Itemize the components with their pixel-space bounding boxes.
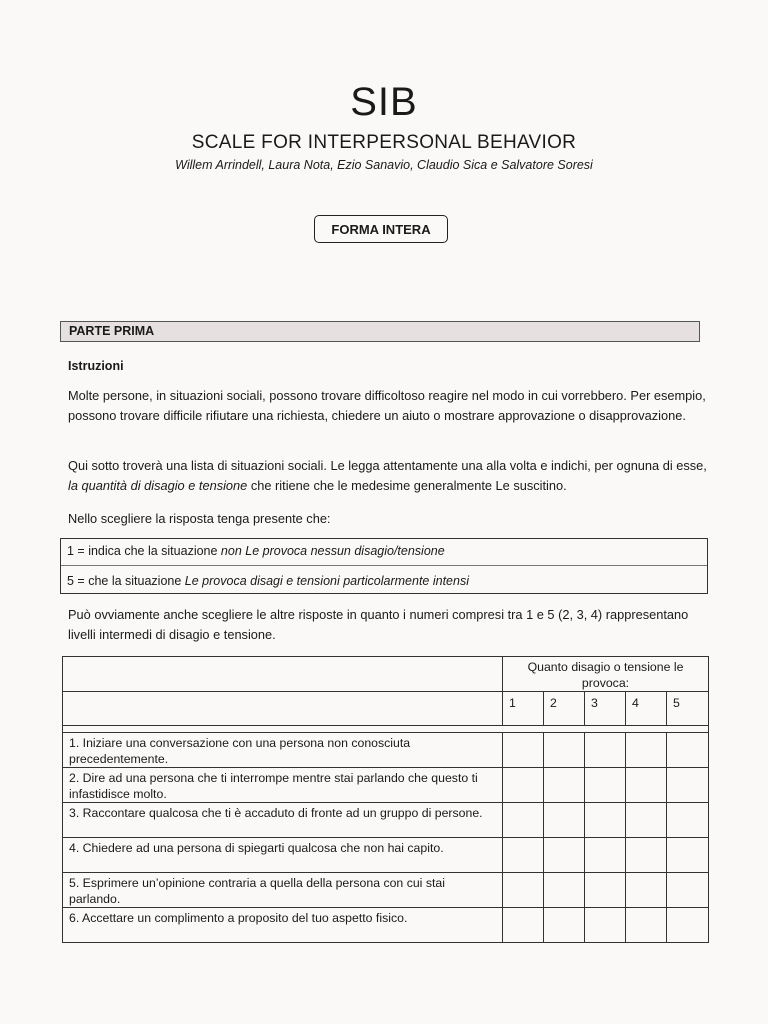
rating-cell-5-2[interactable] xyxy=(544,873,585,908)
item-text-5: 5. Esprimere un’opinione contraria a quella della persona con cui stai parlando. xyxy=(63,873,503,908)
rating-cell-2-1[interactable] xyxy=(503,768,544,803)
rating-cell-5-3[interactable] xyxy=(585,873,626,908)
rating-cell-1-1[interactable] xyxy=(503,733,544,768)
rating-cell-3-2[interactable] xyxy=(544,803,585,838)
legend-line-5 xyxy=(67,574,469,588)
section-header xyxy=(60,321,700,342)
table-row xyxy=(63,838,709,873)
rating-cell-4-5[interactable] xyxy=(667,838,709,873)
rating-cell-3-1[interactable] xyxy=(503,803,544,838)
table-row xyxy=(63,768,709,803)
item-text-4: 4. Chiedere ad una persona di spiegarti qualcosa che non hai capito. xyxy=(63,838,503,873)
item-text-1: 1. Iniziare una conversazione con una persona non conosciuta precedentemente. xyxy=(63,733,503,768)
instructions-paragraph-1: Molte persone, in situazioni sociali, possono trovare difficoltoso reagire nel modo in cui vorrebbero. Per esempio, possono trovare difficile rifiutare una richiesta, chiedere un aiuto o mostrare approvazione o disapprovazione. xyxy=(68,388,706,423)
rating-cell-6-1[interactable] xyxy=(503,908,544,943)
legend-5-prefix: 5 = che la situazione xyxy=(67,574,185,588)
scale-number-4: 4 xyxy=(626,692,667,726)
rating-cell-5-5[interactable] xyxy=(667,873,709,908)
rating-cell-4-3[interactable] xyxy=(585,838,626,873)
legend-5-meaning: Le provoca disagi e tensioni particolarmente intensi xyxy=(184,574,469,588)
rating-cell-4-2[interactable] xyxy=(544,838,585,873)
paragraph-2-end: che ritiene che le medesime generalmente Le suscitino. xyxy=(247,478,567,493)
scale-number-3: 3 xyxy=(585,692,626,726)
rating-cell-6-2[interactable] xyxy=(544,908,585,943)
document-subtitle: SCALE FOR INTERPERSONAL BEHAVIOR xyxy=(191,132,577,153)
document-title: SIB xyxy=(350,80,418,124)
table-row xyxy=(63,908,709,943)
rating-table xyxy=(62,656,709,943)
table-header-question: Quanto disagio o tensione le provoca: xyxy=(503,657,709,692)
rating-cell-3-4[interactable] xyxy=(626,803,667,838)
scale-number-row xyxy=(63,692,709,726)
scale-row-blank xyxy=(63,692,503,726)
instructions-heading: Istruzioni xyxy=(68,359,124,373)
item-text-3: 3. Raccontare qualcosa che ti è accaduto di fronte ad un gruppo di persone. xyxy=(63,803,503,838)
scale-number-2: 2 xyxy=(544,692,585,726)
instructions-paragraph-3: Nello scegliere la risposta tenga presente che: xyxy=(68,511,331,526)
rating-cell-2-3[interactable] xyxy=(585,768,626,803)
table-row xyxy=(63,733,709,768)
form-type-label: FORMA INTERA xyxy=(331,221,431,237)
rating-cell-4-4[interactable] xyxy=(626,838,667,873)
rating-cell-5-4[interactable] xyxy=(626,873,667,908)
rating-cell-4-1[interactable] xyxy=(503,838,544,873)
scale-number-5: 5 xyxy=(667,692,709,726)
rating-cell-5-1[interactable] xyxy=(503,873,544,908)
rating-cell-2-2[interactable] xyxy=(544,768,585,803)
scale-number-1: 1 xyxy=(503,692,544,726)
rating-cell-6-4[interactable] xyxy=(626,908,667,943)
paragraph-2-emphasis: la quantità di disagio e tensione xyxy=(68,478,248,493)
rating-cell-3-5[interactable] xyxy=(667,803,709,838)
table-spacer xyxy=(63,726,709,733)
form-type-box xyxy=(314,215,448,243)
rating-cell-2-5[interactable] xyxy=(667,768,709,803)
table-spacer-cell xyxy=(63,726,709,733)
section-title: PARTE PRIMA xyxy=(69,324,155,338)
item-text-6: 6. Accettare un complimento a proposito del tuo aspetto fisico. xyxy=(63,908,503,943)
rating-cell-2-4[interactable] xyxy=(626,768,667,803)
legend-line-1 xyxy=(67,544,445,558)
authors-line: Willem Arrindell, Laura Nota, Ezio Sanavio, Claudio Sica e Salvatore Soresi xyxy=(175,158,593,172)
rating-cell-6-3[interactable] xyxy=(585,908,626,943)
rating-cell-3-3[interactable] xyxy=(585,803,626,838)
table-header-blank xyxy=(63,657,503,692)
paragraph-2-start: Qui sotto troverà una lista di situazioni sociali. Le legga attentamente una alla volta e indichi, per ognuna di esse, xyxy=(68,458,707,473)
item-text-2: 2. Dire ad una persona che ti interrompe mentre stai parlando che questo ti infastidisce molto. xyxy=(63,768,503,803)
legend-divider xyxy=(61,565,707,566)
rating-cell-1-2[interactable] xyxy=(544,733,585,768)
rating-cell-1-3[interactable] xyxy=(585,733,626,768)
rating-cell-6-5[interactable] xyxy=(667,908,709,943)
legend-1-prefix: 1 = indica che la situazione xyxy=(67,544,221,558)
table-row xyxy=(63,873,709,908)
table-row xyxy=(63,803,709,838)
rating-cell-1-5[interactable] xyxy=(667,733,709,768)
scale-legend-box xyxy=(60,538,708,594)
instructions-paragraph-2 xyxy=(68,456,708,496)
instructions-paragraph-4: Può ovviamente anche scegliere le altre risposte in quanto i numeri compresi tra 1 e 5 (2, 3, 4) rappresentano livelli intermedi di disagio e tensione. xyxy=(68,607,689,642)
rating-cell-1-4[interactable] xyxy=(626,733,667,768)
legend-1-meaning: non Le provoca nessun disagio/tensione xyxy=(220,544,445,558)
